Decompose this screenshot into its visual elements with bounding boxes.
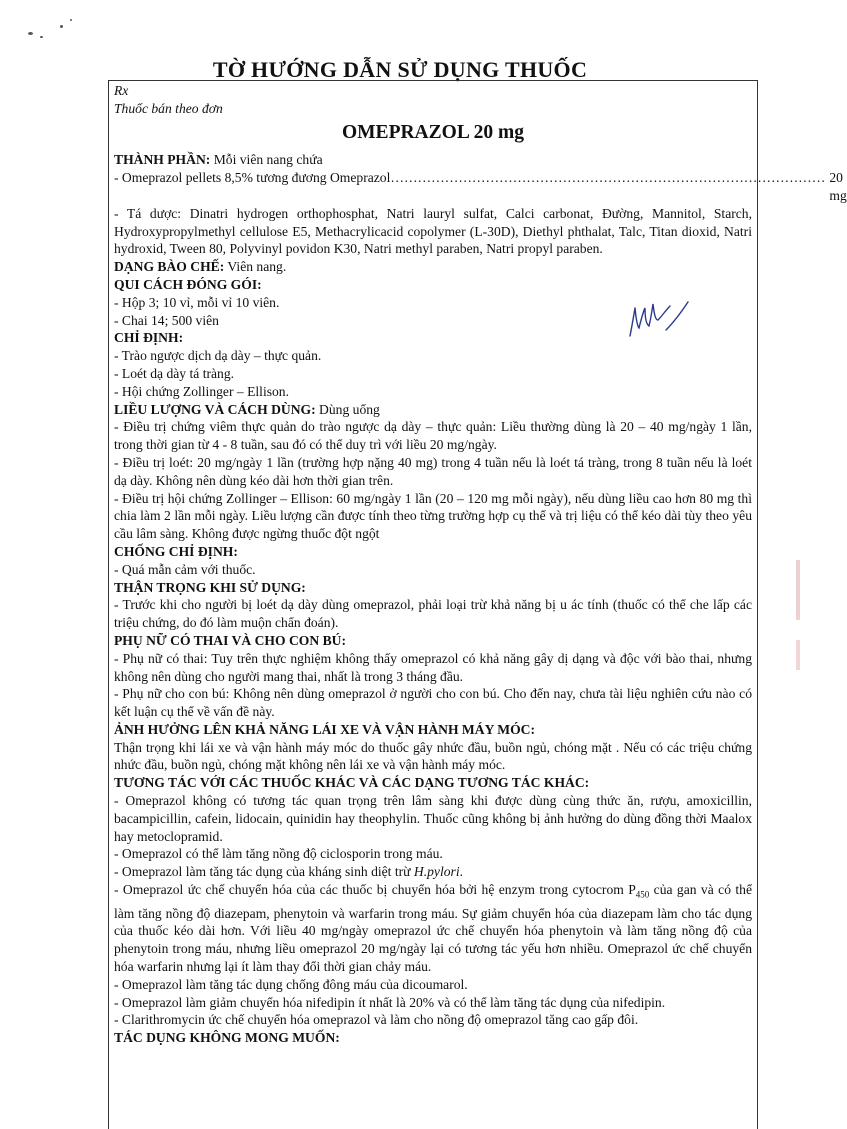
rx-label: Rx (114, 83, 129, 98)
indication-item: - Loét dạ dày tá tràng. (114, 365, 235, 381)
side-effects-heading: TÁC DỤNG KHÔNG MONG MUỐN: (114, 1030, 340, 1046)
dosage-heading: LIỀU LƯỢNG VÀ CÁCH DÙNG: Dùng uống (114, 401, 380, 417)
scan-speck (40, 36, 43, 38)
leaflet-content (114, 82, 847, 1047)
driving-heading: ẢNH HƯỞNG LÊN KHẢ NĂNG LÁI XE VÀ VẬN HÀNH MÁY MÓC: (114, 721, 536, 737)
interaction-item: - Omeprazol có thể làm tăng nồng độ ciclosporin trong máu. (114, 846, 443, 862)
scan-speck (60, 25, 63, 28)
drug-name: OMEPRAZOL 20 mg (341, 121, 524, 143)
document-title: TỜ HƯỚNG DẪN SỬ DỤNG THUỐC (212, 57, 588, 82)
contraindication-item: - Quá mẫn cảm với thuốc. (114, 561, 256, 577)
interaction-item: - Omeprazol làm tăng tác dụng của kháng sinh diệt trừ H.pylori. (114, 864, 464, 880)
indication-item: - Trào ngược dịch dạ dày – thực quản. (114, 348, 322, 364)
scan-speck (28, 32, 33, 35)
prescription-note: Thuốc bán theo đơn (114, 100, 223, 116)
precautions-heading: THẬN TRỌNG KHI SỬ DỤNG: (114, 579, 306, 595)
indication-item: - Hội chứng Zollinger – Ellison. (114, 383, 289, 399)
interaction-item: - Omeprazol làm giảm chuyển hóa nifedipin ít nhất là 20% và có thể làm tăng tác dụng của nifedipin. (114, 994, 666, 1010)
interaction-item: - Omeprazol ức chế chuyển hóa của các thuốc bị chuyển hóa bởi hệ enzym trong cytocrom $P_{450}$ của gan và có thể làm tăng nồng độ diazepam, phenytoin và warfarin trong máu. Sự giảm chuyển hóa của diazepam làm cho tác dụng của thuốc kéo dài hơn. Với liều 40 mg/ngày omeprazol ức chế chuyển hóa phenytoin và làm tăng nồng độ của phenytoin trong máu, nhưng liều omeprazol 20 mg/ngày lại có tương tác yếu hơn nhiều. Omeprazol ức chế chuyển hóa warfarin nhưng lại ít làm thay đổi thời gian chảy máu. (114, 882, 752, 974)
excipients-text: - Tá dược: Dinatri hydrogen orthophosphat, Natri lauryl sulfat, Calci carbonat, Đường, Mannitol, Starch, Hydroxypropylmethyl cellulose E5, Methacrylicacid copolymer (L-30D), Diethyl phthalat, Talc, Titan dioxid, Natri hydroxid, Tween 80, Polyvinyl povidon K30, Natri methyl paraben, Natri propyl paraben. (114, 205, 752, 257)
interaction-item: - Clarithromycin ức chế chuyển hóa omeprazol và làm cho nồng độ omeprazol tăng cao gấp đôi. (114, 1012, 639, 1028)
contraindications-heading: CHỐNG CHỈ ĐỊNH: (114, 543, 238, 559)
edge-stain (796, 560, 800, 620)
packaging-item: - Chai 14; 500 viên (114, 312, 219, 328)
composition-heading: THÀNH PHẦN: Mỗi viên nang chứa (114, 152, 323, 168)
dosage-item: - Điều trị hội chứng Zollinger – Ellison: 60 mg/ngày 1 lần (20 – 120 mg mỗi ngày), nếu dùng liều cao hơn 80 mg thì chia làm 2 lần mỗi ngày. Liều lượng cần được tính theo từng trường hợp cụ thể và trị liệu có thể kéo dài tùy theo yêu cầu lâm sàng. Không được ngừng thuốc đột ngột (114, 490, 752, 542)
packaging-item: - Hộp 3; 10 vỉ, mỗi vỉ 10 viên. (114, 294, 280, 310)
scan-speck (70, 19, 72, 21)
indications-heading: CHỈ ĐỊNH: (114, 330, 184, 346)
dosage-item: - Điều trị chứng viêm thực quản do trào ngược dạ dày – thực quản: Liều thường dùng là 20 – 40 mg/ngày 1 lần, trong thời gian từ 4 - 8 tuần, sau đó có thể duy trì với liều 20 mg/ngày. (114, 419, 752, 453)
dosage-item: - Điều trị loét: 20 mg/ngày 1 lần (trường hợp nặng 40 mg) trong 4 tuần nếu là loét tá tràng, trong 8 tuần nếu là loét dạ dày. Không nên dùng kéo dài hơn thời gian trên. (114, 454, 752, 488)
pregnancy-item: - Phụ nữ có thai: Tuy trên thực nghiệm không thấy omeprazol có khả năng gây dị dạng và độc với bào thai, nhưng không nên dùng cho người mang thai, nhất là trong 3 tháng đầu. (114, 650, 752, 684)
interaction-item: - Omeprazol không có tương tác quan trọng trên lâm sàng khi được dùng cùng thức ăn, rượu, amoxicillin, bacampicillin, cafein, lidocain, quinidin hay theophylin. Thuốc cũng không bị ảnh hưởng do dùng đồng thời Maalox hay metoclopramid. (114, 793, 752, 844)
driving-item: Thận trọng khi lái xe và vận hành máy móc do thuốc gây nhức đầu, buồn ngủ, chóng mặt . Nếu có các triệu chứng nhức đầu, buồn ngủ, chóng mặt không nên lái xe và vận hành máy móc. (114, 739, 752, 773)
precaution-item: - Trước khi cho người bị loét dạ dày dùng omeprazol, phải loại trừ khả năng bị u ác tính (thuốc có thể che lấp các triệu chứng, do đó làm muộn chẩn đoán). (114, 597, 752, 631)
pregnancy-item: - Phụ nữ cho con bú: Không nên dùng omeprazol ở người cho con bú. Cho đến nay, chưa tài liệu nghiên cứu nào có kết luận cụ thể về vấn đề này. (114, 686, 752, 720)
interactions-heading: TƯƠNG TÁC VỚI CÁC THUỐC KHÁC VÀ CÁC DẠNG TƯƠNG TÁC KHÁC: (114, 775, 590, 791)
pregnancy-heading: PHỤ NỮ CÓ THAI VÀ CHO CON BÚ: (114, 632, 346, 648)
active-ingredient-line: - Omeprazol pellets 8,5% tương đương Omeprazol…………………………………………………………………………………… 20 mg (114, 170, 847, 203)
dosage-form-heading: DẠNG BÀO CHẾ: Viên nang. (114, 259, 287, 275)
packaging-heading: QUI CÁCH ĐÓNG GÓI: (114, 276, 262, 292)
interaction-item: - Omeprazol làm tăng tác dụng chống đông máu của dicoumarol. (114, 976, 468, 992)
edge-stain (796, 640, 800, 670)
